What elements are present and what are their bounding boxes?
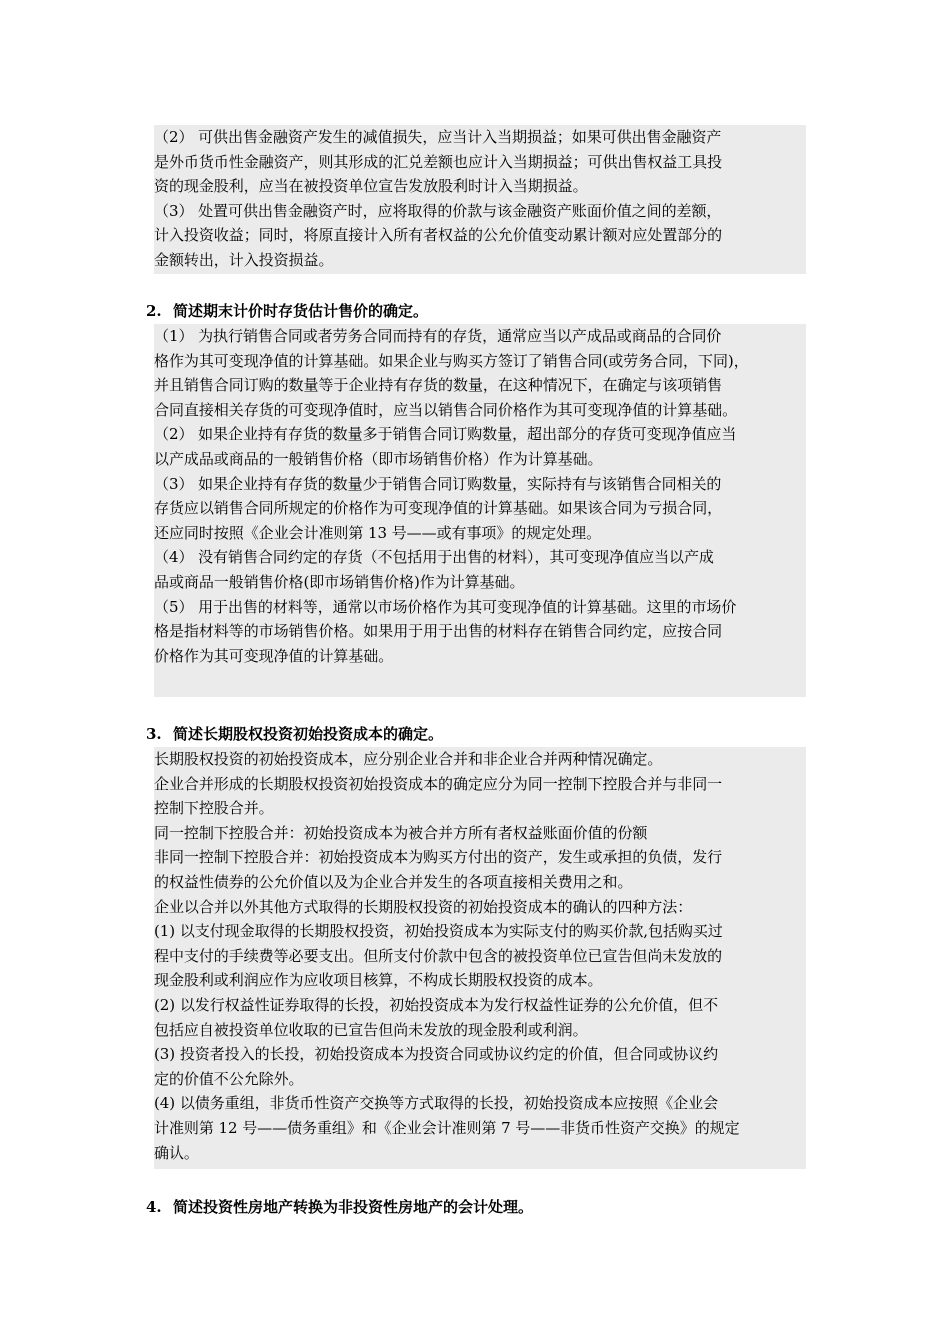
text-line: 计入投资收益；同时，将原直接计入所有者权益的公允价值变动累计额对应处置部分的 (154, 226, 723, 245)
text-line: 包括应自被投资单位收取的已宣告但尚未发放的现金股利或利润。 (154, 1020, 588, 1039)
answer-block-1 (154, 125, 806, 274)
text-line: 合同直接相关存货的可变现净值时，应当以销售合同价格作为其可变现净值的计算基础。 (154, 400, 738, 419)
question-number: 4. (146, 1198, 162, 1216)
text-line: 定的价值不公允除外。 (154, 1069, 304, 1088)
text-line: (1) 以支付现金取得的长期股权投资，初始投资成本为实际支付的购买价款,包括购买过 (154, 922, 723, 941)
question-2-heading (146, 300, 428, 322)
text-line: 确认。 (154, 1143, 199, 1162)
text-line: (2) 以发行权益性证券取得的长投，初始投资成本为发行权益性证券的公允价值，但不 (154, 995, 719, 1014)
question-text: 简述投资性房地产转换为非投资性房地产的会计处理。 (173, 1198, 534, 1216)
text-line: （3） 如果企业持有存货的数量少于销售合同订购数量，实际持有与该销售合同相关的 (154, 474, 722, 493)
text-line: （1） 为执行销售合同或者劳务合同而持有的存货，通常应当以产成品或商品的合同价 (154, 327, 722, 345)
text-line: 企业以合并以外其他方式取得的长期股权投资的初始投资成本的确认的四种方法： (154, 897, 693, 916)
answer-block-2 (154, 324, 806, 697)
text-line: （5） 用于出售的材料等，通常以市场价格作为其可变现净值的计算基础。这里的市场价 (154, 597, 737, 616)
text-line: 金额转出，计入投资损益。 (154, 250, 334, 269)
text-line: 计准则第 12 号——债务重组》和《企业会计准则第 7 号——非货币性资产交换》的规定 (154, 1118, 740, 1137)
text-line: 长期股权投资的初始投资成本，应分别企业合并和非企业合并两种情况确定。 (154, 750, 663, 768)
question-3-heading (146, 723, 443, 745)
text-line: （2） 可供出售金融资产发生的减值损失，应当计入当期损益；如果可供出售金融资产 (154, 128, 722, 146)
text-line: 格作为其可变现净值的计算基础。如果企业与购买方签订了销售合同(或劳务合同，下同)， (154, 351, 749, 370)
text-line: 价格作为其可变现净值的计算基础。 (154, 646, 394, 665)
text-line: 控制下控股合并。 (154, 799, 274, 818)
text-line: 同一控制下控股合并：初始投资成本为被合并方所有者权益账面价值的份额 (154, 823, 648, 842)
question-text: 简述长期股权投资初始投资成本的确定。 (173, 725, 444, 743)
text-line: 以产成品或商品的一般销售价格（即市场销售价格）作为计算基础。 (154, 449, 603, 468)
text-line: (4) 以债务重组，非货币性资产交换等方式取得的长投，初始投资成本应按照《企业会 (154, 1094, 719, 1113)
text-line: 程中支付的手续费等必要支出。但所支付价款中包含的被投资单位已宣告但尚未发放的 (154, 946, 723, 965)
question-number: 3. (146, 725, 162, 743)
text-line: 存货应以销售合同所规定的价格作为可变现净值的计算基础。如果该合同为亏损合同， (154, 499, 723, 518)
text-line: (3) 投资者投入的长投，初始投资成本为投资合同或协议约定的价值，但合同或协议约 (154, 1045, 719, 1064)
text-line: 是外币货币性金融资产，则其形成的汇兑差额也应计入当期损益；可供出售权益工具投 (154, 152, 723, 171)
text-line: 品或商品一般销售价格(即市场销售价格)作为计算基础。 (154, 572, 525, 591)
text-line: 格是指材料等的市场销售价格。如果用于用于出售的材料存在销售合同约定，应按合同 (154, 622, 723, 641)
text-line: （4） 没有销售合同约定的存货（不包括用于出售的材料），其可变现净值应当以产成 (154, 548, 714, 567)
text-line: （3） 处置可供出售金融资产时，应将取得的价款与该金融资产账面价值之间的差额， (154, 201, 722, 220)
text-line: 资的现金股利，应当在被投资单位宣告发放股利时计入当期损益。 (154, 177, 588, 196)
answer-block-3 (154, 747, 806, 1169)
question-text: 简述期末计价时存货估计售价的确定。 (173, 302, 429, 320)
question-4-heading (146, 1196, 533, 1218)
text-line: 企业合并形成的长期股权投资初始投资成本的确定应分为同一控制下控股合并与非同一 (154, 774, 723, 793)
text-line: 并且销售合同订购的数量等于企业持有存货的数量，在这种情况下，在确定与该项销售 (154, 376, 723, 395)
text-line: （2） 如果企业持有存货的数量多于销售合同订购数量，超出部分的存货可变现净值应当 (154, 425, 737, 444)
text-line: 的权益性债券的公允价值以及为企业合并发生的各项直接相关费用之和。 (154, 872, 633, 891)
text-line: 现金股利或利润应作为应收项目核算，不构成长期股权投资的成本。 (154, 971, 603, 990)
text-line: 还应同时按照《企业会计准则第 13 号——或有事项》的规定处理。 (154, 523, 602, 542)
text-line: 非同一控制下控股合并：初始投资成本为购买方付出的资产，发生或承担的负债，发行 (154, 848, 723, 867)
question-number: 2. (146, 302, 162, 320)
